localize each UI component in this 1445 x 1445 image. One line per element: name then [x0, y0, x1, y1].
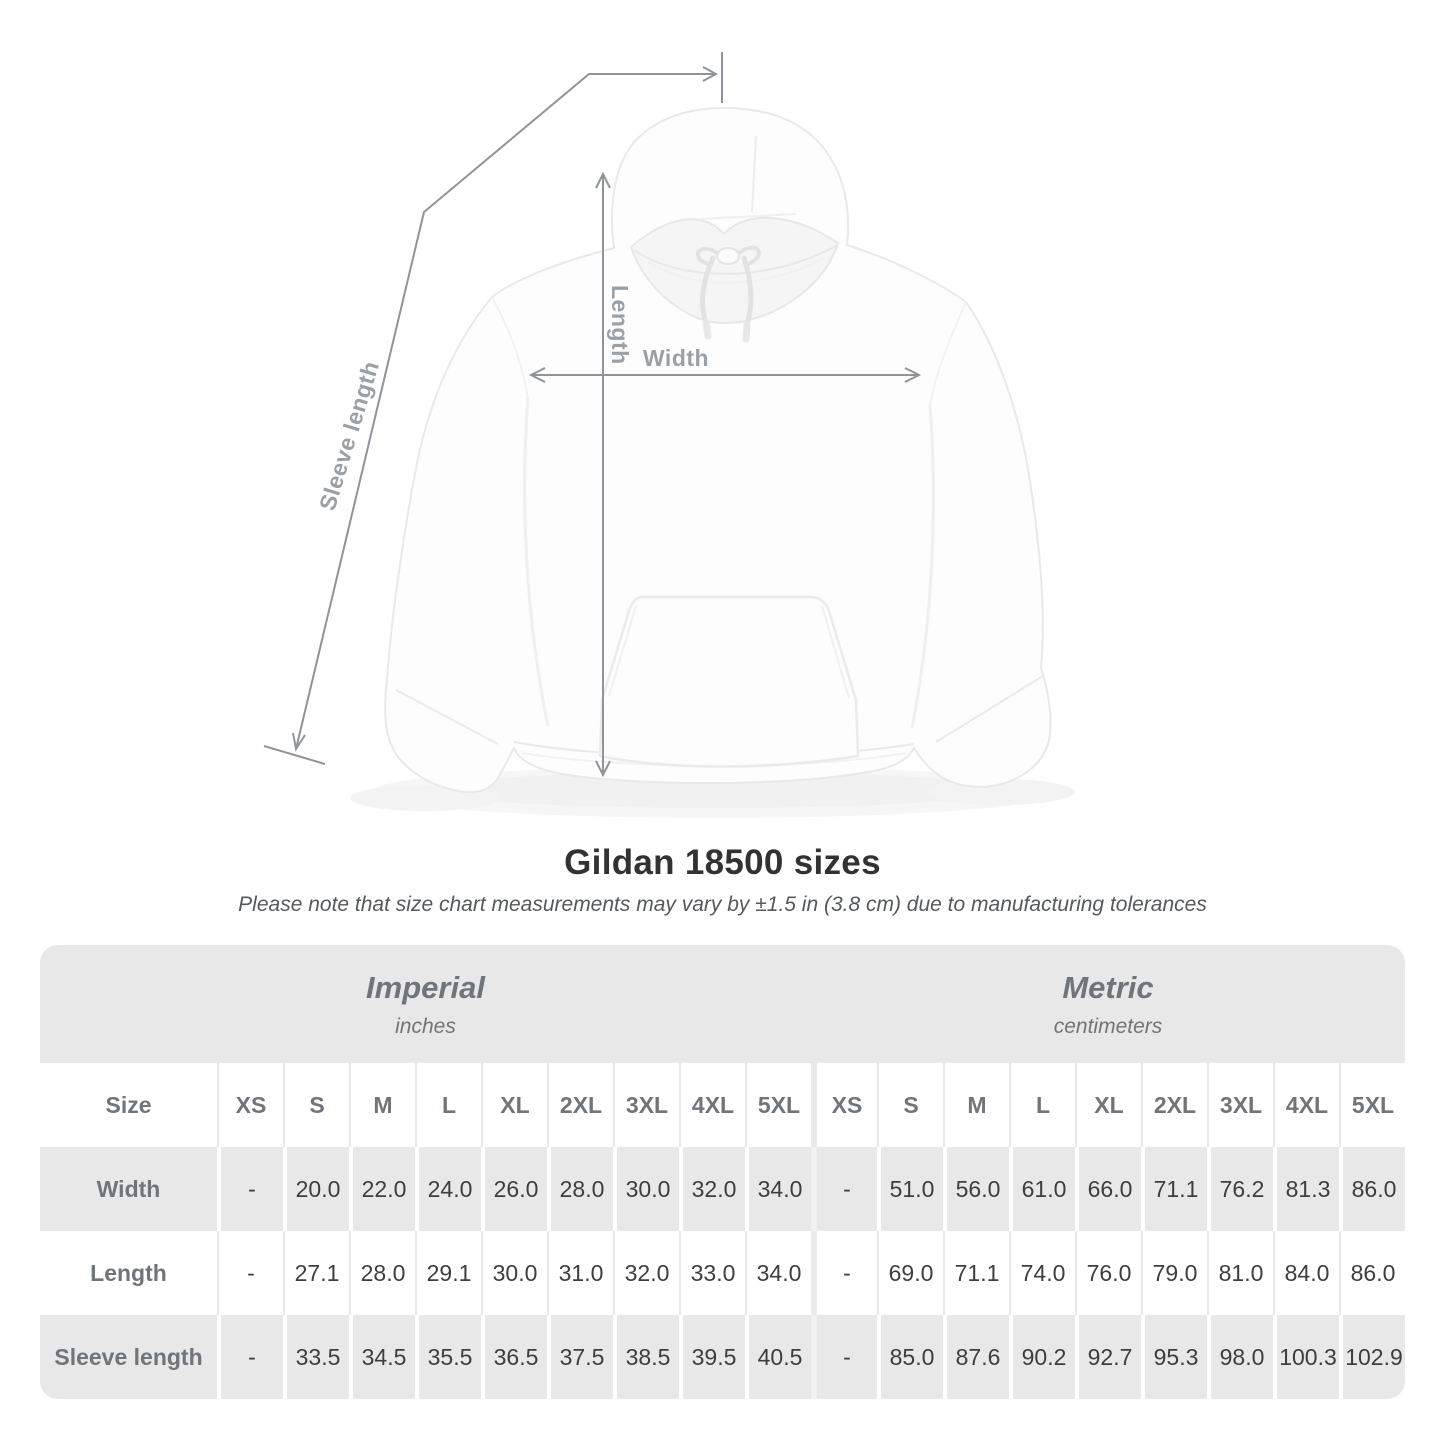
row-label-sleeve-length: Sleeve length	[40, 1315, 217, 1399]
table-cell: 74.0	[1009, 1231, 1075, 1315]
size-col-header: 2XL	[1141, 1063, 1207, 1147]
table-cell: 71.1	[943, 1231, 1009, 1315]
size-col-header: M	[943, 1063, 1009, 1147]
size-col-header: 5XL	[745, 1063, 811, 1147]
size-col-header: S	[877, 1063, 943, 1147]
table-cell: 81.3	[1273, 1147, 1339, 1231]
table-cell: 61.0	[1009, 1147, 1075, 1231]
table-cell: 81.0	[1207, 1231, 1273, 1315]
metric-title: Metric	[1062, 969, 1154, 1005]
size-header-label: Size	[40, 1063, 217, 1147]
size-col-header: 4XL	[1273, 1063, 1339, 1147]
table-cell: 90.2	[1009, 1315, 1075, 1399]
table-cell: 98.0	[1207, 1315, 1273, 1399]
size-col-header: XS	[811, 1063, 877, 1147]
sleeve-length-row	[40, 1315, 1405, 1399]
table-cell: 30.0	[613, 1147, 679, 1231]
row-label-width: Width	[40, 1147, 217, 1231]
table-cell: 102.9	[1339, 1315, 1405, 1399]
table-cell: 92.7	[1075, 1315, 1141, 1399]
table-cell: 100.3	[1273, 1315, 1339, 1399]
tolerance-note: Please note that size chart measurements may vary by ±1.5 in (3.8 cm) due to manufacturing tolerances	[238, 893, 1207, 916]
hoodie-illustration	[385, 108, 1050, 792]
table-cell: -	[217, 1147, 283, 1231]
table-cell: 20.0	[283, 1147, 349, 1231]
size-col-header: 4XL	[679, 1063, 745, 1147]
metric-header	[811, 945, 1405, 1063]
table-cell: 27.1	[283, 1231, 349, 1315]
table-cell: 34.0	[745, 1231, 811, 1315]
imperial-unit: inches	[395, 1014, 456, 1038]
length-row	[40, 1231, 1405, 1315]
table-cell: -	[811, 1315, 877, 1399]
size-col-header: 3XL	[1207, 1063, 1273, 1147]
table-cell: 29.1	[415, 1231, 481, 1315]
page-title: Gildan 18500 sizes	[564, 843, 881, 882]
table-cell: 28.0	[547, 1147, 613, 1231]
table-cell: 69.0	[877, 1231, 943, 1315]
table-cell: -	[811, 1147, 877, 1231]
size-col-header: 2XL	[547, 1063, 613, 1147]
size-col-header: L	[415, 1063, 481, 1147]
metric-unit: centimeters	[1053, 1014, 1163, 1038]
size-col-header: 5XL	[1339, 1063, 1405, 1147]
table-cell: 37.5	[547, 1315, 613, 1399]
table-cell: 26.0	[481, 1147, 547, 1231]
table-cell: 95.3	[1141, 1315, 1207, 1399]
table-cell: 86.0	[1339, 1231, 1405, 1315]
size-col-header: XS	[217, 1063, 283, 1147]
table-cell: 39.5	[679, 1315, 745, 1399]
size-col-header: L	[1009, 1063, 1075, 1147]
table-cell: -	[811, 1231, 877, 1315]
table-cell: 31.0	[547, 1231, 613, 1315]
table-cell: 33.5	[283, 1315, 349, 1399]
table-cell: 76.0	[1075, 1231, 1141, 1315]
imperial-title: Imperial	[366, 969, 485, 1005]
table-cell: 71.1	[1141, 1147, 1207, 1231]
table-cell: 36.5	[481, 1315, 547, 1399]
table-cell: -	[217, 1231, 283, 1315]
table-cell: 28.0	[349, 1231, 415, 1315]
table-cell: 79.0	[1141, 1231, 1207, 1315]
table-cell: 56.0	[943, 1147, 1009, 1231]
table-cell: 86.0	[1339, 1147, 1405, 1231]
size-header-row	[40, 1063, 1405, 1147]
table-cell: 35.5	[415, 1315, 481, 1399]
row-label-length: Length	[40, 1231, 217, 1315]
unit-header-row	[40, 945, 1405, 1063]
table-cell: 32.0	[679, 1147, 745, 1231]
imperial-header	[40, 945, 811, 1063]
size-col-header: M	[349, 1063, 415, 1147]
table-cell: 85.0	[877, 1315, 943, 1399]
table-cell: 34.5	[349, 1315, 415, 1399]
width-label: Width	[642, 345, 710, 371]
table-cell: 32.0	[613, 1231, 679, 1315]
table-cell: 84.0	[1273, 1231, 1339, 1315]
kangaroo-pocket	[600, 597, 858, 767]
length-label: Length	[607, 285, 633, 365]
table-cell: 76.2	[1207, 1147, 1273, 1231]
size-col-header: S	[283, 1063, 349, 1147]
size-table	[40, 945, 1405, 1399]
size-col-header: XL	[1075, 1063, 1141, 1147]
table-cell: 66.0	[1075, 1147, 1141, 1231]
table-cell: 24.0	[415, 1147, 481, 1231]
table-cell: 38.5	[613, 1315, 679, 1399]
table-cell: 34.0	[745, 1147, 811, 1231]
table-cell: 87.6	[943, 1315, 1009, 1399]
table-cell: 51.0	[877, 1147, 943, 1231]
width-row	[40, 1147, 1405, 1231]
table-cell: 40.5	[745, 1315, 811, 1399]
table-cell: -	[217, 1315, 283, 1399]
size-col-header: XL	[481, 1063, 547, 1147]
table-cell: 30.0	[481, 1231, 547, 1315]
table-cell: 22.0	[349, 1147, 415, 1231]
sleeve-length-label: Sleeve length	[313, 357, 385, 514]
table-cell: 33.0	[679, 1231, 745, 1315]
size-col-header: 3XL	[613, 1063, 679, 1147]
